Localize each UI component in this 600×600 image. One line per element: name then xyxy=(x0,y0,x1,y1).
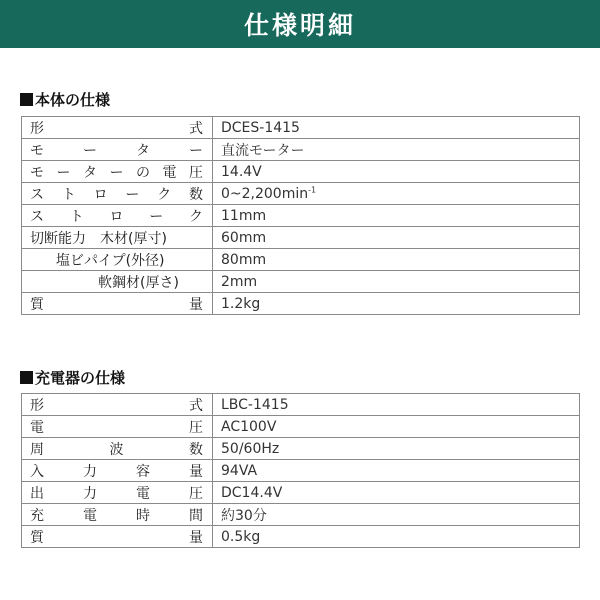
spec-value xyxy=(213,293,580,315)
spec-value-text: DC14.4V xyxy=(221,484,283,501)
section-title-body xyxy=(20,89,110,110)
spec-row xyxy=(22,526,580,548)
spec-label-char: ト xyxy=(69,208,84,225)
spec-label xyxy=(22,117,213,139)
spec-value xyxy=(213,438,580,460)
spec-row xyxy=(22,161,580,183)
spec-value-text: 直流モーター xyxy=(221,142,305,159)
spec-label xyxy=(22,438,213,460)
spec-label-char: ロ xyxy=(109,208,124,225)
spec-label-char: モ xyxy=(30,142,44,159)
spec-label-char: ー xyxy=(109,164,124,181)
spec-value-text: 11mm xyxy=(221,207,267,224)
spec-value-text: 50/60Hz xyxy=(221,440,280,457)
page-title: 仕様明細 xyxy=(243,11,356,40)
spec-label-char: ー xyxy=(83,142,97,159)
charger-spec-table xyxy=(21,393,580,548)
spec-value-text: 2mm xyxy=(221,273,258,290)
spec-value xyxy=(213,161,580,183)
spec-row xyxy=(22,227,580,249)
spec-label-char: 式 xyxy=(189,397,203,414)
spec-label-char: 出 xyxy=(30,485,44,502)
page-title-banner xyxy=(0,0,600,48)
spec-label xyxy=(22,416,213,438)
spec-label-char: 切断能力 xyxy=(30,230,86,247)
spec-label-char: 形 xyxy=(30,397,44,414)
spec-label xyxy=(22,482,213,504)
spec-label-char: 数 xyxy=(188,186,203,203)
spec-label-char: 力 xyxy=(83,463,97,480)
spec-label-char: 圧 xyxy=(189,419,203,436)
spec-label-char: 式 xyxy=(189,120,203,137)
spec-label-char: 量 xyxy=(189,463,203,480)
spec-label-char: 形 xyxy=(30,120,44,137)
spec-label-char: ス xyxy=(30,186,44,203)
spec-label xyxy=(22,394,213,416)
spec-row xyxy=(22,117,580,139)
spec-label-char: ト xyxy=(61,186,76,203)
spec-label-char: 間 xyxy=(189,507,203,524)
spec-value-text: LBC-1415 xyxy=(221,396,289,413)
spec-value-text: 0~2,200min xyxy=(221,185,309,202)
spec-label-char: 質 xyxy=(30,296,44,313)
spec-value-text: AC100V xyxy=(221,418,277,435)
spec-label xyxy=(22,460,213,482)
spec-label-char: ー xyxy=(189,142,203,159)
spec-label xyxy=(22,293,213,315)
spec-label xyxy=(22,249,213,271)
spec-value xyxy=(213,117,580,139)
spec-value xyxy=(213,460,580,482)
spec-row xyxy=(22,271,580,293)
spec-value xyxy=(213,416,580,438)
spec-label-char: 圧 xyxy=(189,485,203,502)
spec-label-char: 量 xyxy=(189,529,203,546)
spec-value xyxy=(213,504,580,526)
spec-row xyxy=(22,504,580,526)
spec-label-char: 圧 xyxy=(189,164,203,181)
spec-row xyxy=(22,183,580,205)
spec-label-char: 電 xyxy=(162,164,177,181)
square-bullet-icon xyxy=(20,93,33,106)
spec-value xyxy=(213,227,580,249)
spec-label-char: 電 xyxy=(83,507,97,524)
spec-label-char: ク xyxy=(189,208,203,225)
spec-label-char: 質 xyxy=(30,529,44,546)
spec-label-char: タ xyxy=(83,164,97,181)
spec-label-char: 周 xyxy=(30,441,44,458)
spec-label-char: 力 xyxy=(83,485,97,502)
spec-row xyxy=(22,482,580,504)
spec-value xyxy=(213,249,580,271)
spec-label-char: 木材(厚寸) xyxy=(100,230,167,247)
spec-value xyxy=(213,526,580,548)
section-title-charger xyxy=(20,367,125,388)
spec-value xyxy=(213,139,580,161)
spec-label-char: モ xyxy=(30,164,44,181)
spec-label-char: ー xyxy=(149,208,164,225)
spec-value xyxy=(213,205,580,227)
spec-label-char: 量 xyxy=(189,296,203,313)
spec-value-text: 約30分 xyxy=(221,507,267,524)
spec-label-char: ー xyxy=(125,186,140,203)
spec-value xyxy=(213,482,580,504)
spec-value-text: 0.5kg xyxy=(221,528,261,545)
spec-label xyxy=(22,271,213,293)
spec-label xyxy=(22,183,213,205)
spec-label-char: 電 xyxy=(136,485,150,502)
spec-label xyxy=(22,504,213,526)
spec-label-text: 軟鋼材(厚さ) xyxy=(98,274,179,291)
spec-value-text: 80mm xyxy=(221,251,267,268)
spec-label-char: 波 xyxy=(109,441,124,458)
spec-label xyxy=(22,161,213,183)
spec-label-char: 入 xyxy=(30,463,44,480)
spec-label-char: ロ xyxy=(93,186,108,203)
spec-label-char: 電 xyxy=(30,419,44,436)
spec-label xyxy=(22,227,213,249)
spec-label-char: ー xyxy=(56,164,71,181)
spec-value-text: DCES-1415 xyxy=(221,119,300,136)
spec-label-char: の xyxy=(136,164,150,181)
spec-row xyxy=(22,438,580,460)
spec-label-char: 充 xyxy=(30,507,44,524)
spec-row xyxy=(22,460,580,482)
square-bullet-icon xyxy=(20,371,33,384)
spec-value-text: 14.4V xyxy=(221,163,262,180)
spec-value-superscript: -1 xyxy=(308,184,317,194)
spec-row xyxy=(22,249,580,271)
spec-label xyxy=(22,526,213,548)
spec-label-char: 容 xyxy=(136,463,150,480)
spec-value xyxy=(213,183,580,205)
spec-row xyxy=(22,416,580,438)
spec-label xyxy=(22,139,213,161)
body-spec-table xyxy=(21,116,580,315)
section-title-text: 充電器の仕様 xyxy=(35,369,126,387)
spec-label-char: 時 xyxy=(136,507,150,524)
section-title-text: 本体の仕様 xyxy=(35,91,111,109)
spec-value-text: 1.2kg xyxy=(221,295,261,312)
spec-value xyxy=(213,394,580,416)
spec-label-char: ス xyxy=(30,208,44,225)
spec-value-text: 60mm xyxy=(221,229,267,246)
spec-label-char: ク xyxy=(157,186,172,203)
spec-row xyxy=(22,139,580,161)
spec-label-text: 塩ビパイプ(外径) xyxy=(56,252,165,269)
spec-row xyxy=(22,394,580,416)
spec-label-char: タ xyxy=(136,142,150,159)
spec-value-text: 94VA xyxy=(221,462,258,479)
spec-value xyxy=(213,271,580,293)
spec-row xyxy=(22,205,580,227)
spec-row xyxy=(22,293,580,315)
spec-label-char: 数 xyxy=(189,441,203,458)
spec-label xyxy=(22,205,213,227)
